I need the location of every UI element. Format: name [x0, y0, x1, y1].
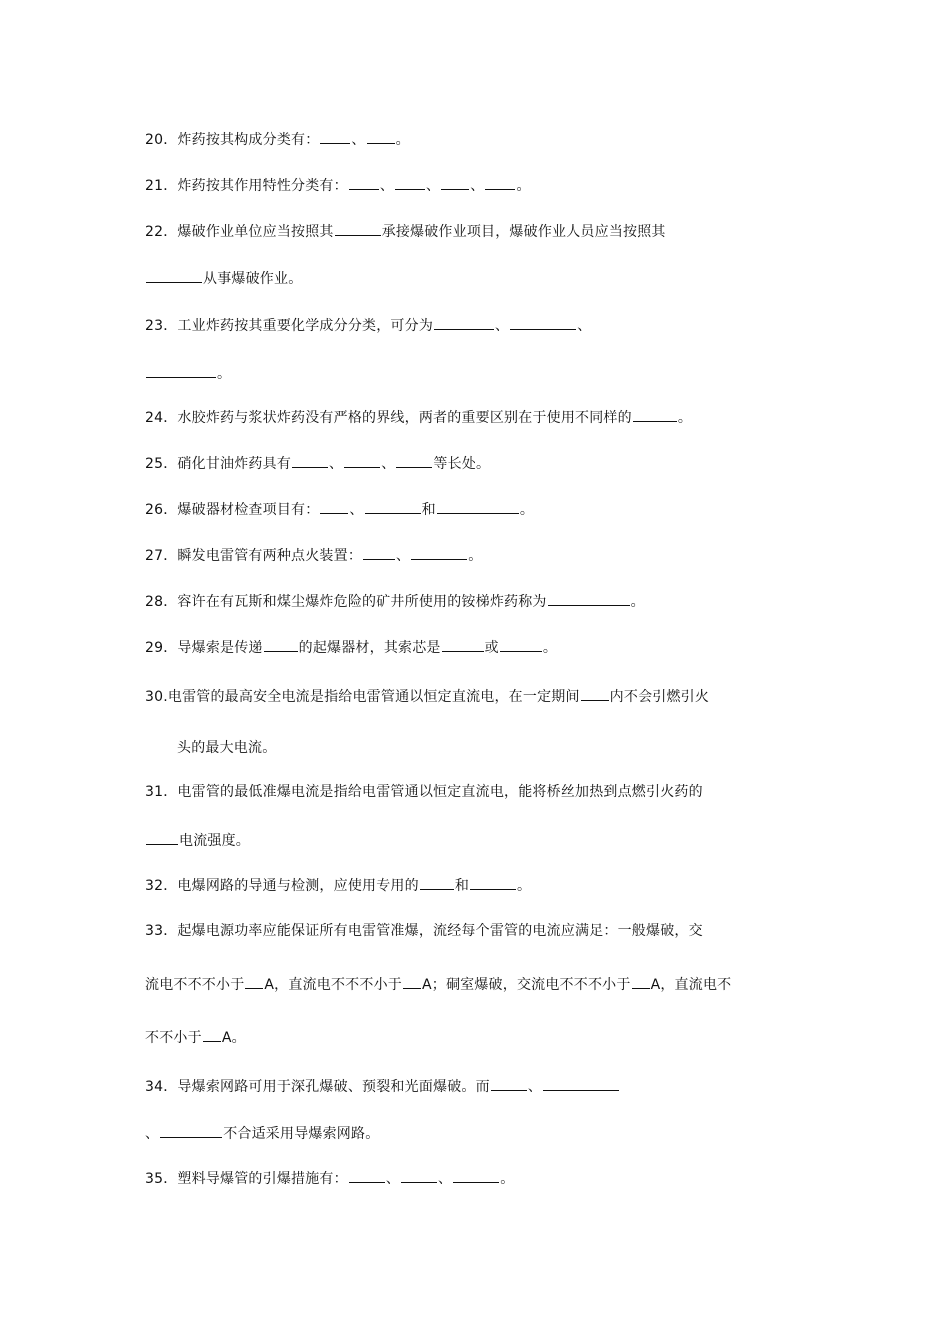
- answer-blank: [395, 174, 425, 190]
- question-text: A，直流电不: [650, 977, 732, 993]
- answer-blank: [401, 1167, 437, 1183]
- question-text: 35．塑料导爆管的引爆措施有：: [145, 1171, 348, 1187]
- question-text: 25．硝化甘油炸药具有: [145, 456, 292, 472]
- question-text: 26．爆破器材检查项目有：: [145, 502, 320, 518]
- question-text: 29．导爆索是传递: [145, 640, 263, 656]
- question-line: [145, 498, 534, 520]
- question-text: 和: [454, 878, 470, 894]
- question-line: [145, 874, 531, 896]
- question-text: 、: [381, 456, 396, 472]
- question-text: 、: [329, 456, 344, 472]
- question-text: 、: [495, 318, 510, 334]
- question-line: [145, 314, 591, 336]
- answer-blank: [349, 174, 379, 190]
- question-text: 32．电爆网路的导通与检测，应使用专用的: [145, 878, 419, 894]
- question-text: 27．瞬发电雷管有两种点火装置：: [145, 548, 363, 564]
- question-text: 不不小于: [145, 1030, 202, 1046]
- question-line: [145, 829, 250, 851]
- answer-blank: [367, 128, 395, 144]
- question-line: [145, 128, 410, 150]
- answer-blank: [434, 314, 494, 330]
- question-text: 、: [577, 318, 592, 334]
- question-line: [145, 406, 692, 428]
- answer-blank: [441, 174, 469, 190]
- question-line: [145, 452, 490, 474]
- question-line: [145, 1075, 620, 1097]
- answer-blank: [453, 1167, 499, 1183]
- answer-blank: [320, 128, 350, 144]
- question-line: [145, 590, 645, 612]
- answer-blank: [264, 636, 298, 652]
- answer-blank: [581, 685, 609, 701]
- answer-blank: [349, 1167, 385, 1183]
- question-text: 28．容许在有瓦斯和煤尘爆炸危险的矿井所使用的铵梯炸药称为: [145, 594, 547, 610]
- question-text: 从事爆破作业。: [203, 271, 303, 287]
- answer-blank: [320, 498, 348, 514]
- question-text: 。: [517, 878, 532, 894]
- question-text: 的起爆器材，其索芯是: [298, 640, 441, 656]
- question-text: 。: [516, 178, 531, 194]
- question-text: 34．导爆索网路可用于深孔爆破、预裂和光面爆破。而: [145, 1079, 490, 1095]
- answer-blank: [403, 973, 421, 989]
- question-text: 、: [470, 178, 485, 194]
- answer-blank: [632, 973, 650, 989]
- question-line: [145, 782, 703, 802]
- question-text: 、: [385, 1171, 401, 1187]
- question-text: 20．炸药按其构成分类有：: [145, 132, 320, 148]
- question-text: 。: [519, 502, 535, 518]
- question-text: 、: [145, 1126, 160, 1142]
- answer-blank: [510, 314, 576, 330]
- question-text: 。: [395, 132, 410, 148]
- question-text: 和: [421, 502, 436, 518]
- question-line: [145, 174, 531, 196]
- question-text: 。: [630, 594, 645, 610]
- question-line: [145, 921, 703, 941]
- question-line: [145, 1122, 379, 1144]
- question-line: [145, 1167, 514, 1189]
- question-text: 30.电雷管的最高安全电流是指给电雷管通以恒定直流电，在一定期间: [145, 689, 580, 705]
- question-text: 、: [438, 1171, 453, 1187]
- question-text: 。: [468, 548, 483, 564]
- question-text: 电流强度。: [179, 833, 250, 849]
- answer-blank: [420, 874, 454, 890]
- question-text: 。: [217, 366, 232, 382]
- question-line: [145, 973, 731, 995]
- answer-blank: [146, 829, 178, 845]
- question-text: A；硐室爆破，交流电不不不小于: [421, 977, 631, 993]
- answer-blank: [203, 1026, 221, 1042]
- question-line: [145, 1026, 246, 1048]
- answer-blank: [146, 362, 216, 378]
- answer-blank: [335, 220, 381, 236]
- answer-blank: [500, 636, 542, 652]
- question-text: 、: [527, 1079, 543, 1095]
- question-line: [145, 685, 709, 707]
- answer-blank: [470, 874, 516, 890]
- answer-blank: [344, 452, 380, 468]
- question-text: 、: [379, 178, 395, 194]
- question-text: 或: [484, 640, 499, 656]
- question-line: [145, 362, 231, 384]
- question-text: A。: [221, 1030, 246, 1046]
- question-line: [145, 267, 302, 289]
- question-text: 承接爆破作业项目，爆破作业人员应当按照其: [381, 224, 666, 240]
- question-line: [145, 220, 666, 242]
- question-text: 21．炸药按其作用特性分类有：: [145, 178, 348, 194]
- question-text: 等长处。: [433, 456, 491, 472]
- question-text: A，直流电不不不小于: [264, 977, 402, 993]
- question-text: 33．起爆电源功率应能保证所有电雷管准爆，流经每个雷管的电流应满足：一般爆破，交: [145, 923, 703, 939]
- answer-blank: [543, 1075, 619, 1091]
- answer-blank: [363, 544, 395, 560]
- answer-blank: [396, 452, 432, 468]
- question-text: 22．爆破作业单位应当按照其: [145, 224, 334, 240]
- question-text: 不合适采用导爆索网路。: [223, 1126, 380, 1142]
- question-text: 、: [396, 548, 411, 564]
- question-text: 、: [426, 178, 441, 194]
- answer-blank: [485, 174, 515, 190]
- question-text: 头的最大电流。: [177, 740, 277, 756]
- answer-blank: [442, 636, 484, 652]
- question-line: [145, 636, 557, 658]
- question-line: [177, 738, 276, 758]
- question-text: 31．电雷管的最低准爆电流是指给电雷管通以恒定直流电，能将桥丝加热到点燃引火药的: [145, 784, 703, 800]
- answer-blank: [411, 544, 467, 560]
- answer-blank: [146, 267, 202, 283]
- question-text: 内不会引燃引火: [609, 689, 710, 705]
- answer-blank: [365, 498, 421, 514]
- answer-blank: [633, 406, 677, 422]
- answer-blank: [548, 590, 630, 606]
- answer-blank: [292, 452, 328, 468]
- answer-blank: [437, 498, 519, 514]
- question-text: 23．工业炸药按其重要化学成分分类，可分为: [145, 318, 434, 334]
- question-text: 流电不不不小于: [145, 977, 245, 993]
- answer-blank: [245, 973, 263, 989]
- question-text: 、: [349, 502, 364, 518]
- question-text: 。: [542, 640, 558, 656]
- question-text: 、: [351, 132, 366, 148]
- question-text: 24．水胶炸药与浆状炸药没有严格的界线，两者的重要区别在于使用不同样的: [145, 410, 632, 426]
- answer-blank: [160, 1122, 222, 1138]
- answer-blank: [491, 1075, 527, 1091]
- question-text: 。: [677, 410, 693, 426]
- question-line: [145, 544, 482, 566]
- question-text: 。: [500, 1171, 515, 1187]
